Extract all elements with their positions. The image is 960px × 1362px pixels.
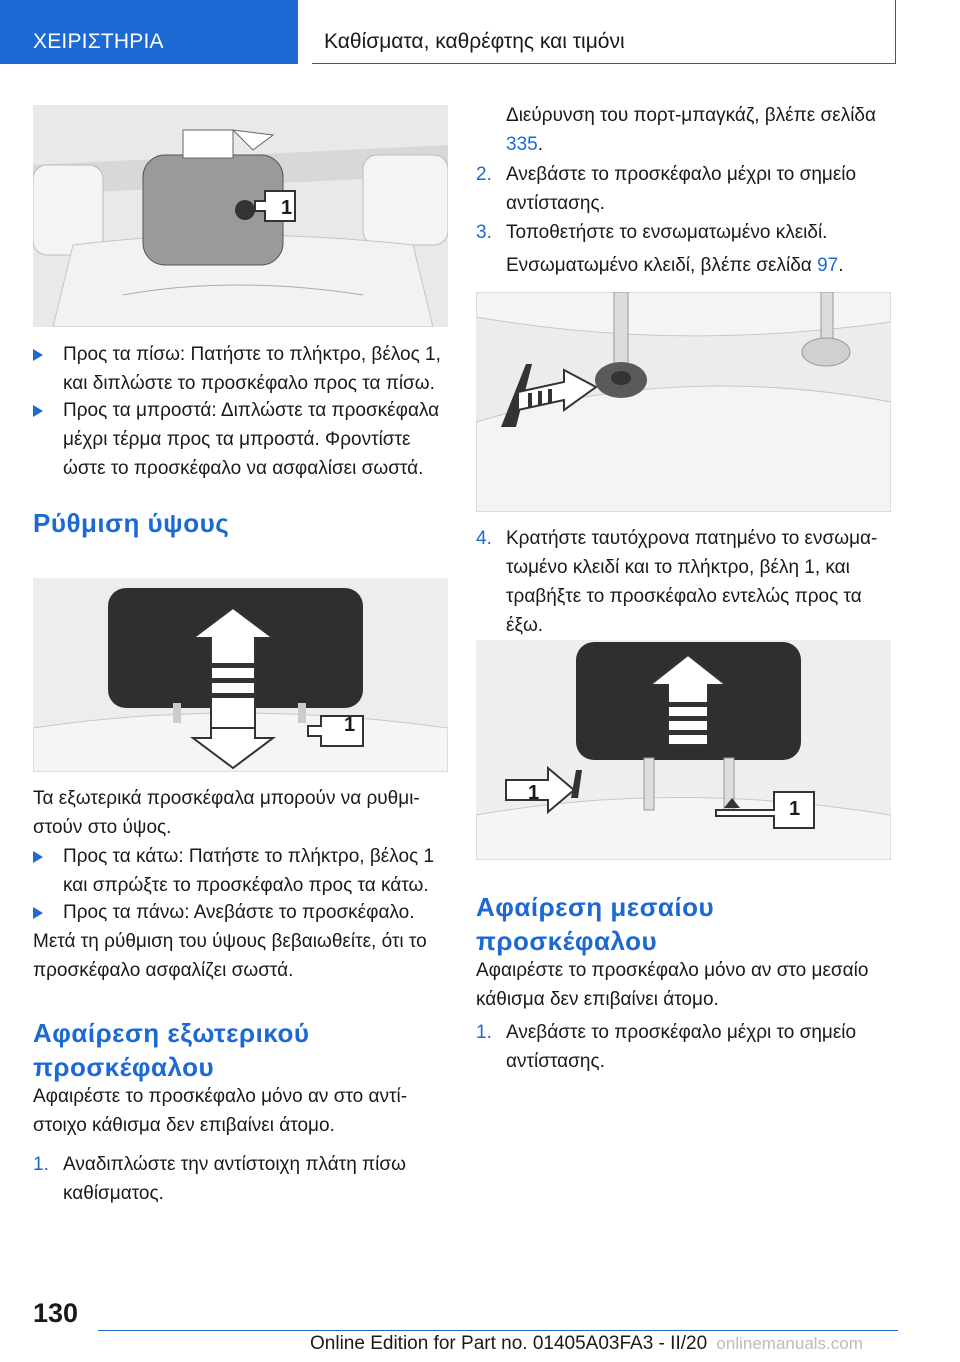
paragraph: Διεύρυνση του πορτ-μπαγκάζ, βλέπε σελίδα 335. bbox=[506, 105, 876, 155]
footer-divider bbox=[98, 1330, 898, 1331]
figure-callout: 1 bbox=[528, 782, 540, 804]
figure-headrest-remove bbox=[476, 640, 891, 860]
paragraph: Αφαιρέστε το προσκέφαλο μόνο αν στο αντίστοιχο κάθισμα δεν επιβαίνει άτομο. bbox=[33, 1086, 408, 1136]
bullet-item: Προς τα κάτω: Πατήστε το πλήκτρο, βέλος 1 και σπρώξτε το προσκέφαλο προς τα κάτω. bbox=[33, 842, 448, 900]
step-item: 1. Αναδιπλώστε την αντίστοιχη πλάτη πίσω καθίσματος. bbox=[33, 1154, 406, 1204]
paragraph: Μετά τη ρύθμιση του ύψους βεβαιωθείτε, ότι το προσκέφαλο ασφαλίζει σωστά. bbox=[33, 931, 427, 981]
figure-headrest-fold bbox=[33, 105, 448, 327]
page-link[interactable]: 335 bbox=[506, 134, 538, 155]
footer-edition: Online Edition for Part no. 01405A03FA3 - II/20 onlinemanuals.com bbox=[310, 1333, 863, 1354]
step-item: 1. Ανεβάστε το προσκέφαλο μέχρι το σημείο αντίστασης. bbox=[476, 1022, 857, 1072]
figure-callout: 1 bbox=[281, 197, 293, 219]
step-item: 2. Ανεβάστε το προσκέφαλο μέχρι το σημείο αντίστασης. bbox=[476, 164, 857, 214]
paragraph: Τα εξωτερικά προσκέφαλα μπορούν να ρυθμιστούν στο ύψος. bbox=[33, 788, 420, 838]
bullet-item: Προς τα πίσω: Πατήστε το πλήκτρο, βέλος 1, και διπλώστε το προσκέφαλο προς τα πίσω. bbox=[33, 340, 448, 398]
section-heading: Αφαίρεση εξωτερικού προσκέφαλου bbox=[33, 1018, 310, 1082]
section-heading: Αφαίρεση μεσαίου προσκέφαλου bbox=[476, 892, 715, 956]
paragraph: Ενσωματωμένο κλειδί, βλέπε σελίδα 97. bbox=[506, 255, 844, 276]
paragraph: Αφαιρέστε το προσκέφαλο μόνο αν στο μεσαίο κάθισμα δεν επιβαίνει άτομο. bbox=[476, 960, 869, 1010]
page-link[interactable]: 97 bbox=[817, 255, 839, 276]
page-number: 130 bbox=[33, 1298, 79, 1328]
watermark: onlinemanuals.com bbox=[716, 1334, 863, 1353]
section-tab[interactable]: ΧΕΙΡΙΣΤΗΡΙΑ bbox=[0, 0, 298, 64]
triangle-bullet-icon bbox=[33, 349, 43, 361]
figure-callout: 1 bbox=[344, 714, 356, 736]
triangle-bullet-icon bbox=[33, 907, 43, 919]
bullet-item: Προς τα πάνω: Ανεβάστε το προσκέφαλο. bbox=[33, 898, 448, 927]
step-item: 3. Τοποθετήστε το ενσωματωμένο κλειδί. bbox=[476, 222, 828, 243]
chapter-title: Καθίσματα, καθρέφτης και τιμόνι bbox=[312, 0, 896, 64]
bullet-item: Προς τα μπροστά: Διπλώστε τα προσκέφαλα μέχρι τέρμα προς τα μπροστά. Φροντίστε ώστε το προσκέφαλο να ασφαλίσει σωστά. bbox=[33, 396, 448, 483]
figure-key-insert bbox=[476, 292, 891, 512]
step-item: 4. Κρατήστε ταυτόχρονα πατημένο το ενσωματωμένο κλειδί και το πλήκτρο, βέλη 1, και τραβήξτε το προσκέφαλο εντελώς προς τα έξω. bbox=[476, 528, 878, 636]
triangle-bullet-icon bbox=[33, 405, 43, 417]
section-heading: Ρύθμιση ύψους bbox=[33, 508, 230, 538]
figure-height-adjust bbox=[33, 578, 448, 772]
figure-callout: 1 bbox=[789, 798, 801, 820]
triangle-bullet-icon bbox=[33, 851, 43, 863]
